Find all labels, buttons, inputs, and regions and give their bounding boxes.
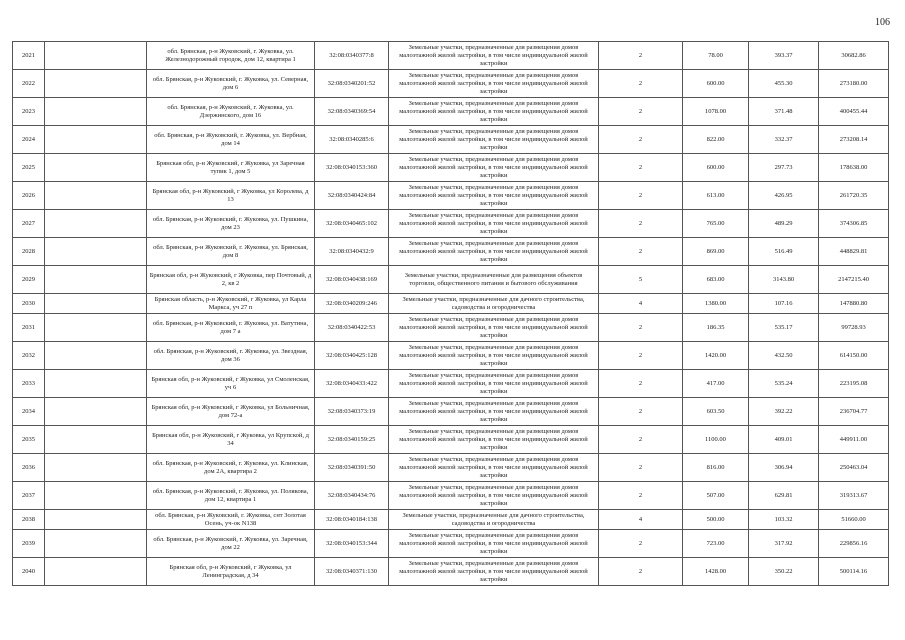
group-cell: 2: [599, 126, 683, 154]
cadastral-value-cell: 250463.04: [819, 454, 889, 482]
address-cell: обл. Брянская, р-н Жуковский, г. Жуковка, ул. Полякова, дом 12, квартира 1: [147, 482, 315, 510]
table-row: [13, 342, 889, 370]
address-cell: обл. Брянская, р-н Жуковский, г. Жуковка, ул. Дзержинского, дом 16: [147, 98, 315, 126]
group-cell: 2: [599, 482, 683, 510]
blank-cell: [45, 342, 147, 370]
area-cell: 816.00: [683, 454, 749, 482]
area-cell: 603.50: [683, 398, 749, 426]
cadastral-value-cell: 448829.81: [819, 238, 889, 266]
table-row: [13, 294, 889, 314]
address-cell: Брянская обл, р-н Жуковский, г Жуковка, ул Больничная, дом 72-а: [147, 398, 315, 426]
cadastral-value-cell: 500114.16: [819, 558, 889, 586]
row-number-cell: 2040: [13, 558, 45, 586]
blank-cell: [45, 398, 147, 426]
table-row: [13, 98, 889, 126]
group-cell: 2: [599, 238, 683, 266]
address-cell: обл. Брянская, р-н Жуковский, г. Жуковка, ул. Брянская, дом 8: [147, 238, 315, 266]
specific-value-cell: 535.24: [749, 370, 819, 398]
table-row: [13, 238, 889, 266]
cadastral-number-cell: 32:08:0340424:84: [315, 182, 389, 210]
specific-value-cell: 455.30: [749, 70, 819, 98]
land-use-cell: Земельные участки, предназначенные для размещения домов малоэтажной жилой застройки, в том числе индивидуальной жилой застройки: [389, 482, 599, 510]
address-cell: обл. Брянская, р-н Жуковский, г. Жуковка, ул. Северная, дом 6: [147, 70, 315, 98]
specific-value-cell: 306.94: [749, 454, 819, 482]
cadastral-value-cell: 30682.86: [819, 42, 889, 70]
cadastral-value-cell: 147880.80: [819, 294, 889, 314]
table-row: [13, 154, 889, 182]
land-use-cell: Земельные участки, предназначенные для размещения домов малоэтажной жилой застройки, в том числе индивидуальной жилой застройки: [389, 454, 599, 482]
cadastral-value-cell: 51660.00: [819, 510, 889, 530]
land-use-cell: Земельные участки, предназначенные для дачного строительства, садоводства и огородничества: [389, 510, 599, 530]
area-cell: 186.35: [683, 314, 749, 342]
area-cell: 500.00: [683, 510, 749, 530]
group-cell: 2: [599, 98, 683, 126]
row-number-cell: 2026: [13, 182, 45, 210]
cadastral-value-table: [12, 41, 889, 586]
row-number-cell: 2037: [13, 482, 45, 510]
area-cell: 78.00: [683, 42, 749, 70]
group-cell: 2: [599, 558, 683, 586]
group-cell: 2: [599, 42, 683, 70]
row-number-cell: 2028: [13, 238, 45, 266]
row-number-cell: 2021: [13, 42, 45, 70]
blank-cell: [45, 70, 147, 98]
area-cell: 507.00: [683, 482, 749, 510]
row-number-cell: 2032: [13, 342, 45, 370]
blank-cell: [45, 510, 147, 530]
table-row: [13, 42, 889, 70]
group-cell: 2: [599, 342, 683, 370]
group-cell: 2: [599, 182, 683, 210]
group-cell: 2: [599, 370, 683, 398]
specific-value-cell: 297.73: [749, 154, 819, 182]
specific-value-cell: 392.22: [749, 398, 819, 426]
cadastral-value-cell: 374306.85: [819, 210, 889, 238]
area-cell: 683.00: [683, 266, 749, 294]
address-cell: Брянская обл, р-н Жуковский, г Жуковка, ул Заречная тупик 1, дом 5: [147, 154, 315, 182]
address-cell: обл. Брянская, р-н Жуковский, г. Жуковка, ул. Клинская, дом 2А, квартира 2: [147, 454, 315, 482]
area-cell: 1100.00: [683, 426, 749, 454]
cadastral-value-cell: 99728.93: [819, 314, 889, 342]
table-row: [13, 266, 889, 294]
area-cell: 613.00: [683, 182, 749, 210]
cadastral-value-cell: 236704.77: [819, 398, 889, 426]
cadastral-value-cell: 449911.00: [819, 426, 889, 454]
cadastral-number-cell: 32:08:0340285:6: [315, 126, 389, 154]
cadastral-value-cell: 400455.44: [819, 98, 889, 126]
row-number-cell: 2023: [13, 98, 45, 126]
cadastral-value-cell: 614150.00: [819, 342, 889, 370]
blank-cell: [45, 482, 147, 510]
row-number-cell: 2022: [13, 70, 45, 98]
table-row: [13, 370, 889, 398]
land-use-cell: Земельные участки, предназначенные для размещения домов малоэтажной жилой застройки, в том числе индивидуальной жилой застройки: [389, 210, 599, 238]
blank-cell: [45, 238, 147, 266]
land-use-cell: Земельные участки, предназначенные для размещения объектов торговли, общественного питания и бытового обслуживания: [389, 266, 599, 294]
blank-cell: [45, 454, 147, 482]
address-cell: обл. Брянская, р-н Жуковский, г. Жуковка, ул. Звездная, дом 36: [147, 342, 315, 370]
table-row: [13, 70, 889, 98]
group-cell: 2: [599, 210, 683, 238]
land-use-cell: Земельные участки, предназначенные для размещения домов малоэтажной жилой застройки, в том числе индивидуальной жилой застройки: [389, 42, 599, 70]
area-cell: 1380.00: [683, 294, 749, 314]
blank-cell: [45, 294, 147, 314]
row-number-cell: 2024: [13, 126, 45, 154]
row-number-cell: 2030: [13, 294, 45, 314]
blank-cell: [45, 42, 147, 70]
specific-value-cell: 332.37: [749, 126, 819, 154]
cadastral-value-cell: 2147215.40: [819, 266, 889, 294]
blank-cell: [45, 182, 147, 210]
group-cell: 2: [599, 314, 683, 342]
row-number-cell: 2036: [13, 454, 45, 482]
cadastral-number-cell: 32:08:0340433:422: [315, 370, 389, 398]
specific-value-cell: 350.22: [749, 558, 819, 586]
specific-value-cell: 393.37: [749, 42, 819, 70]
table-row: [13, 454, 889, 482]
specific-value-cell: 516.49: [749, 238, 819, 266]
address-cell: Брянская обл, р-н Жуковский, г Жуковка, ул Ленинградская, д 34: [147, 558, 315, 586]
land-use-cell: Земельные участки, предназначенные для размещения домов малоэтажной жилой застройки, в том числе индивидуальной жилой застройки: [389, 314, 599, 342]
row-number-cell: 2038: [13, 510, 45, 530]
blank-cell: [45, 558, 147, 586]
address-cell: Брянская обл, р-н Жуковский, г Жуковка, ул Королева, д 13: [147, 182, 315, 210]
row-number-cell: 2033: [13, 370, 45, 398]
address-cell: Брянская обл, р-н Жуковский, г Жуковка, пер Почтовый, д 2, кв 2: [147, 266, 315, 294]
land-use-cell: Земельные участки, предназначенные для размещения домов малоэтажной жилой застройки, в том числе индивидуальной жилой застройки: [389, 398, 599, 426]
cadastral-value-cell: 319313.67: [819, 482, 889, 510]
land-use-cell: Земельные участки, предназначенные для размещения домов малоэтажной жилой застройки, в том числе индивидуальной жилой застройки: [389, 70, 599, 98]
cadastral-number-cell: 32:08:0340377:8: [315, 42, 389, 70]
blank-cell: [45, 426, 147, 454]
land-use-cell: Земельные участки, предназначенные для размещения домов малоэтажной жилой застройки, в том числе индивидуальной жилой застройки: [389, 342, 599, 370]
cadastral-number-cell: 32:08:0340465:102: [315, 210, 389, 238]
cadastral-number-cell: 32:08:0340434:76: [315, 482, 389, 510]
group-cell: 2: [599, 530, 683, 558]
land-use-cell: Земельные участки, предназначенные для размещения домов малоэтажной жилой застройки, в том числе индивидуальной жилой застройки: [389, 126, 599, 154]
specific-value-cell: 3143.80: [749, 266, 819, 294]
specific-value-cell: 107.16: [749, 294, 819, 314]
cadastral-value-cell: 223195.08: [819, 370, 889, 398]
cadastral-value-cell: 229856.16: [819, 530, 889, 558]
land-use-cell: Земельные участки, предназначенные для размещения домов малоэтажной жилой застройки, в том числе индивидуальной жилой застройки: [389, 238, 599, 266]
table-row: [13, 558, 889, 586]
area-cell: 869.00: [683, 238, 749, 266]
specific-value-cell: 629.81: [749, 482, 819, 510]
row-number-cell: 2039: [13, 530, 45, 558]
area-cell: 417.00: [683, 370, 749, 398]
cadastral-number-cell: 32:08:0340391:50: [315, 454, 389, 482]
blank-cell: [45, 370, 147, 398]
blank-cell: [45, 154, 147, 182]
cadastral-number-cell: 32:08:0340432:9: [315, 238, 389, 266]
cadastral-number-cell: 32:08:0340369:54: [315, 98, 389, 126]
address-cell: обл. Брянская, р-н Жуковский, г. Жуковка, ул. Ватутина, дом 7 а: [147, 314, 315, 342]
land-use-cell: Земельные участки, предназначенные для размещения домов малоэтажной жилой застройки, в том числе индивидуальной жилой застройки: [389, 98, 599, 126]
specific-value-cell: 317.92: [749, 530, 819, 558]
cadastral-number-cell: 32:08:0340159:25: [315, 426, 389, 454]
specific-value-cell: 489.29: [749, 210, 819, 238]
address-cell: обл. Брянская, р-н Жуковский, г. Жуковка, ул. Вербная, дом 14: [147, 126, 315, 154]
specific-value-cell: 371.48: [749, 98, 819, 126]
blank-cell: [45, 210, 147, 238]
cadastral-value-cell: 178638.00: [819, 154, 889, 182]
specific-value-cell: 535.17: [749, 314, 819, 342]
table-row: [13, 398, 889, 426]
land-use-cell: Земельные участки, предназначенные для размещения домов малоэтажной жилой застройки, в том числе индивидуальной жилой застройки: [389, 154, 599, 182]
area-cell: 1078.00: [683, 98, 749, 126]
row-number-cell: 2034: [13, 398, 45, 426]
address-cell: обл. Брянская, р-н Жуковский, г. Жуковка, снт Золотая Осень, уч-ок N138: [147, 510, 315, 530]
area-cell: 600.00: [683, 70, 749, 98]
cadastral-number-cell: 32:08:0340201:52: [315, 70, 389, 98]
land-use-cell: Земельные участки, предназначенные для размещения домов малоэтажной жилой застройки, в том числе индивидуальной жилой застройки: [389, 182, 599, 210]
row-number-cell: 2029: [13, 266, 45, 294]
table-row: [13, 482, 889, 510]
cadastral-value-cell: 261720.35: [819, 182, 889, 210]
specific-value-cell: 103.32: [749, 510, 819, 530]
group-cell: 4: [599, 294, 683, 314]
table-row: [13, 426, 889, 454]
specific-value-cell: 409.01: [749, 426, 819, 454]
specific-value-cell: 426.95: [749, 182, 819, 210]
table-row: [13, 510, 889, 530]
address-cell: Брянская обл, р-н Жуковский, г Жуковка, ул Крупской, д 34: [147, 426, 315, 454]
area-cell: 723.00: [683, 530, 749, 558]
group-cell: 4: [599, 510, 683, 530]
address-cell: Брянская обл, р-н Жуковский, г Жуковка, ул Смоленская, уч 6: [147, 370, 315, 398]
row-number-cell: 2025: [13, 154, 45, 182]
address-cell: обл. Брянская, р-н Жуковский, г. Жуковка, ул. Пушкина, дом 23: [147, 210, 315, 238]
area-cell: 600.00: [683, 154, 749, 182]
table-row: [13, 314, 889, 342]
land-use-cell: Земельные участки, предназначенные для дачного строительства, садоводства и огородничества: [389, 294, 599, 314]
page-number: 106: [875, 17, 890, 28]
cadastral-number-cell: 32:08:0340438:169: [315, 266, 389, 294]
address-cell: Брянская область, р-н Жуковский, г Жуковка, ул Карла Маркса, уч 27 п: [147, 294, 315, 314]
land-use-cell: Земельные участки, предназначенные для размещения домов малоэтажной жилой застройки, в том числе индивидуальной жилой застройки: [389, 426, 599, 454]
specific-value-cell: 432.50: [749, 342, 819, 370]
cadastral-number-cell: 32:08:0340184:138: [315, 510, 389, 530]
cadastral-number-cell: 32:08:0340153:344: [315, 530, 389, 558]
table-row: [13, 210, 889, 238]
land-use-cell: Земельные участки, предназначенные для размещения домов малоэтажной жилой застройки, в том числе индивидуальной жилой застройки: [389, 370, 599, 398]
group-cell: 5: [599, 266, 683, 294]
group-cell: 2: [599, 70, 683, 98]
address-cell: обл. Брянская, р-н Жуковский, г. Жуковка, ул. Железнодорожный городок, дом 12, квартира 1: [147, 42, 315, 70]
table-row: [13, 530, 889, 558]
group-cell: 2: [599, 398, 683, 426]
cadastral-number-cell: 32:08:0340209:246: [315, 294, 389, 314]
land-use-cell: Земельные участки, предназначенные для размещения домов малоэтажной жилой застройки, в том числе индивидуальной жилой застройки: [389, 530, 599, 558]
address-cell: обл. Брянская, р-н Жуковский, г. Жуковка, ул. Заречная, дом 22: [147, 530, 315, 558]
table-row: [13, 126, 889, 154]
land-use-cell: Земельные участки, предназначенные для размещения домов малоэтажной жилой застройки, в том числе индивидуальной жилой застройки: [389, 558, 599, 586]
group-cell: 2: [599, 426, 683, 454]
cadastral-number-cell: 32:08:0340422:53: [315, 314, 389, 342]
row-number-cell: 2035: [13, 426, 45, 454]
cadastral-value-cell: 273180.00: [819, 70, 889, 98]
area-cell: 1428.00: [683, 558, 749, 586]
area-cell: 1420.00: [683, 342, 749, 370]
cadastral-number-cell: 32:08:0340153:360: [315, 154, 389, 182]
blank-cell: [45, 126, 147, 154]
row-number-cell: 2031: [13, 314, 45, 342]
row-number-cell: 2027: [13, 210, 45, 238]
group-cell: 2: [599, 154, 683, 182]
blank-cell: [45, 314, 147, 342]
cadastral-value-cell: 273208.14: [819, 126, 889, 154]
blank-cell: [45, 98, 147, 126]
area-cell: 765.00: [683, 210, 749, 238]
group-cell: 2: [599, 454, 683, 482]
table-row: [13, 182, 889, 210]
cadastral-number-cell: 32:08:0340371:130: [315, 558, 389, 586]
cadastral-number-cell: 32:08:0340373:19: [315, 398, 389, 426]
cadastral-number-cell: 32:08:0340425:128: [315, 342, 389, 370]
blank-cell: [45, 530, 147, 558]
blank-cell: [45, 266, 147, 294]
area-cell: 822.00: [683, 126, 749, 154]
